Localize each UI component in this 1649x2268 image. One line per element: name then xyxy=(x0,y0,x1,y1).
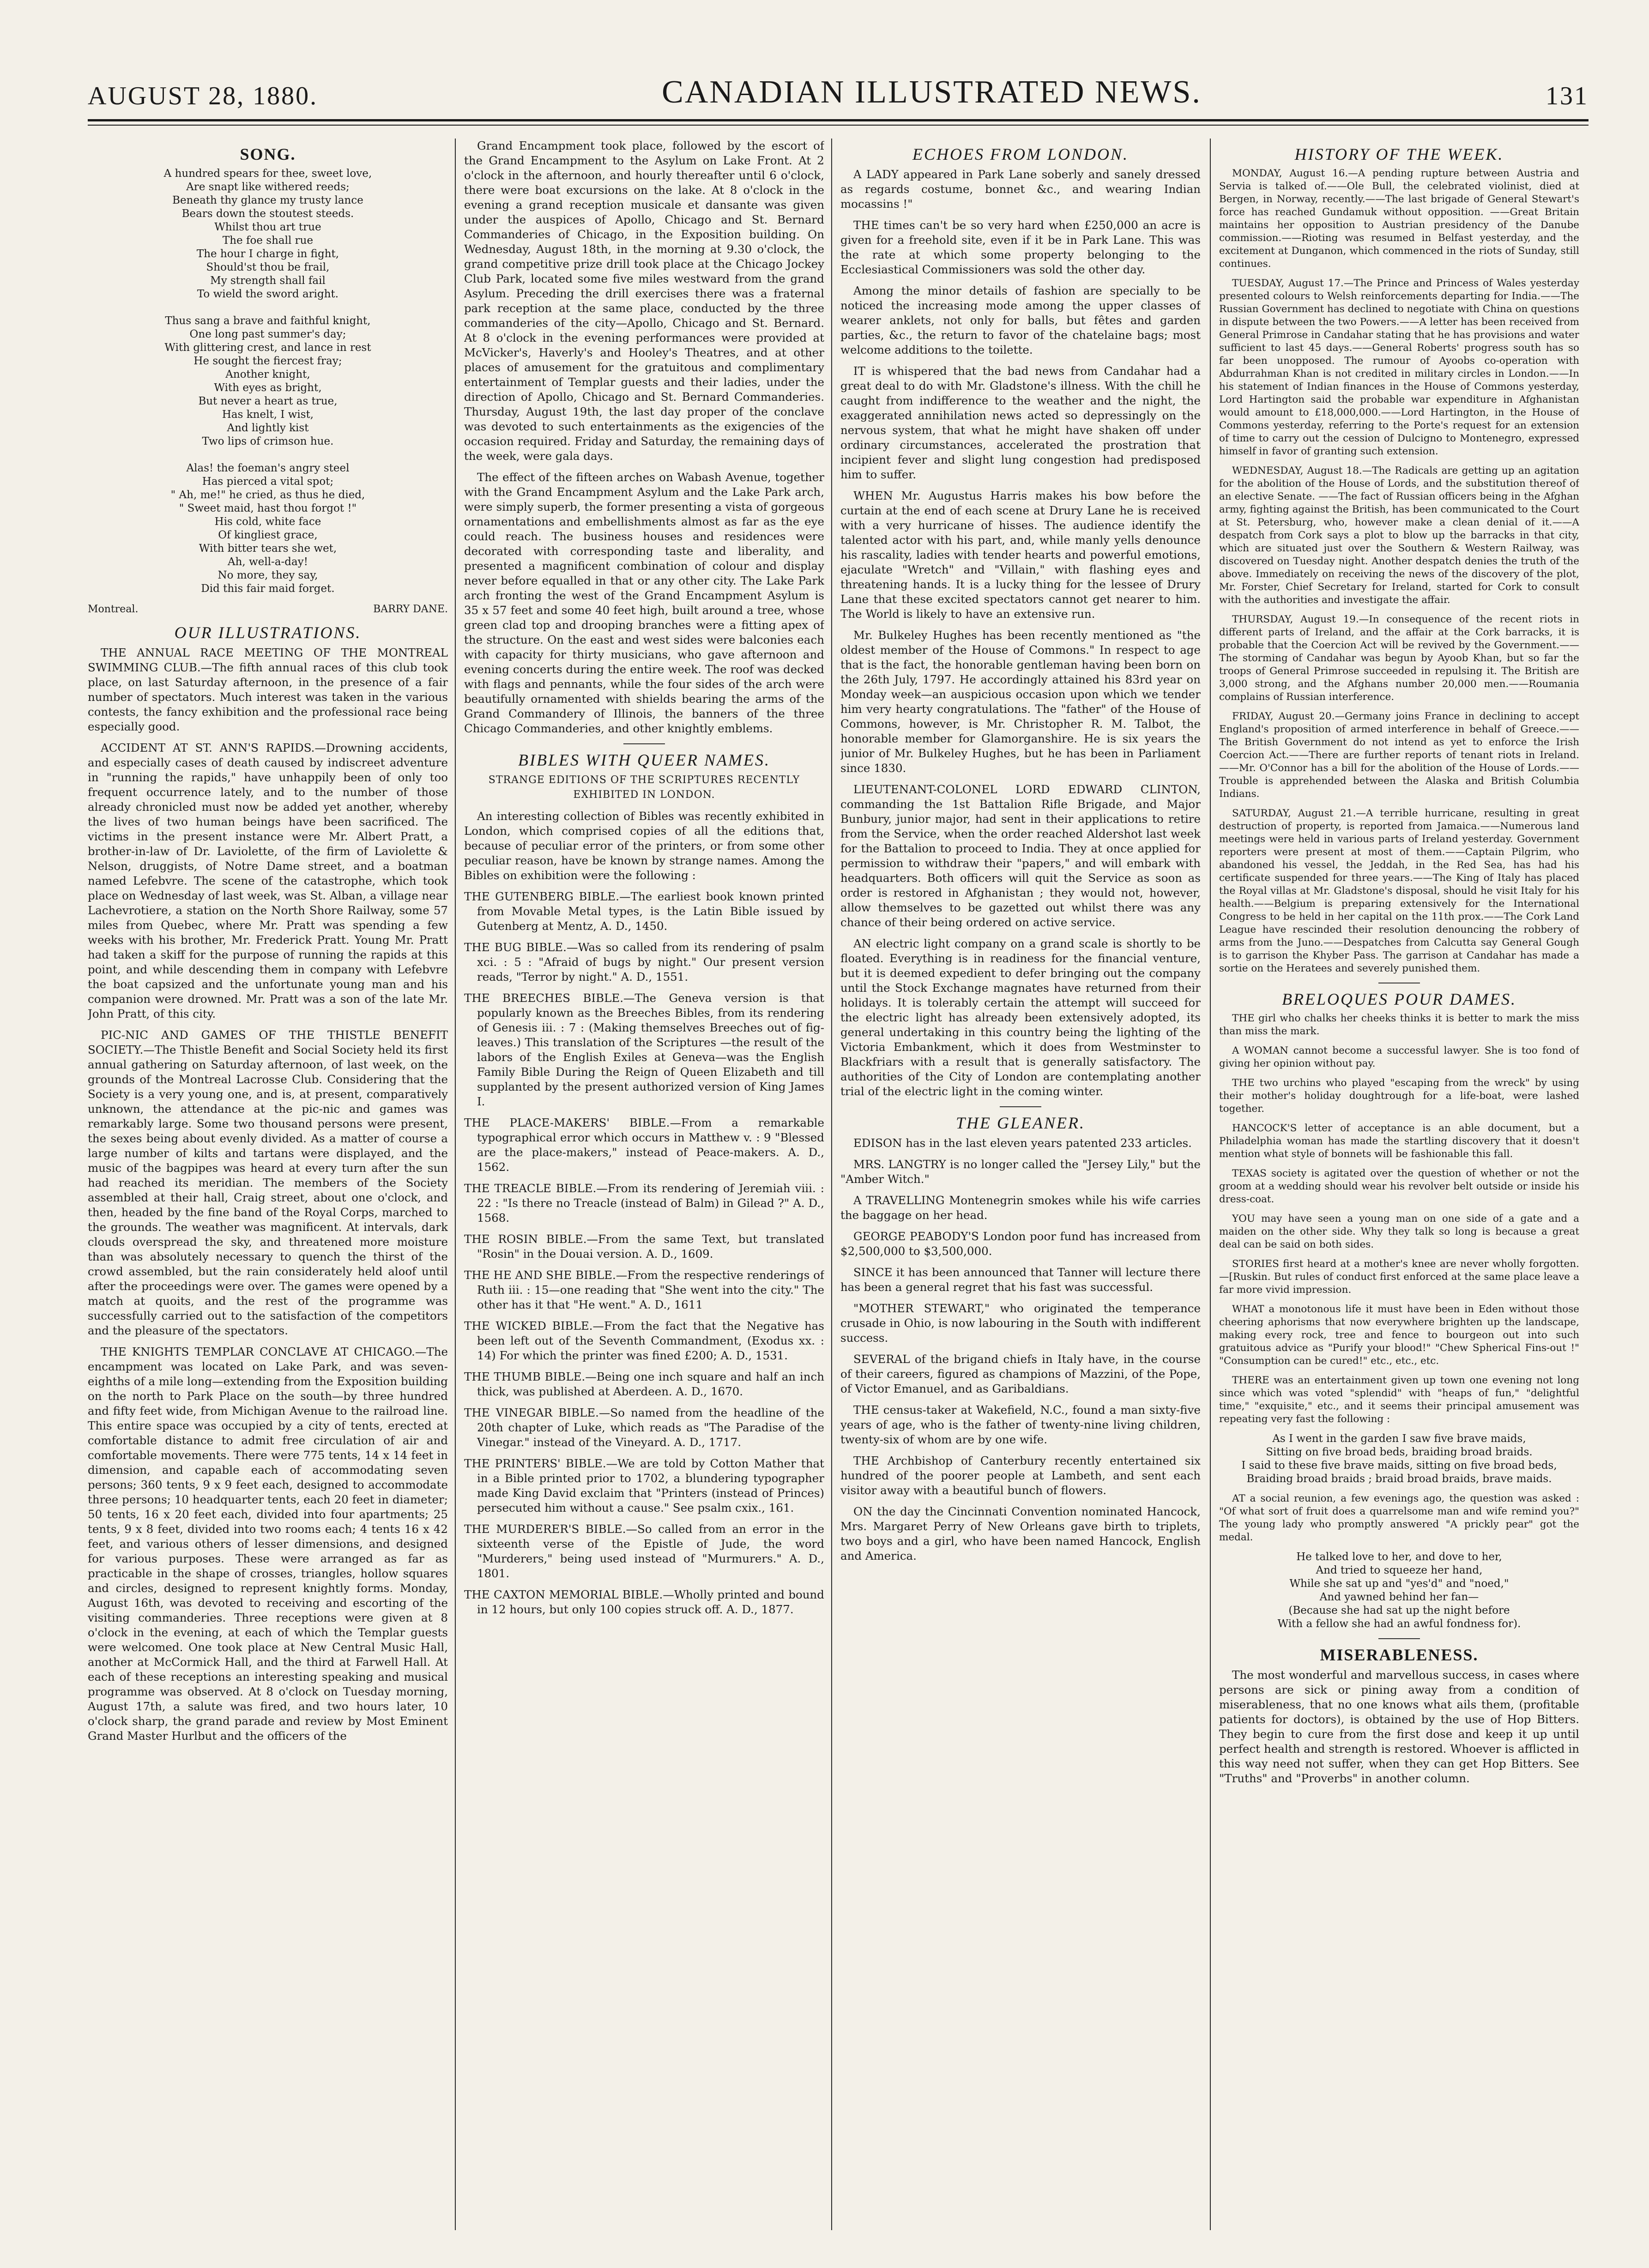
song-place: Montreal. xyxy=(88,603,139,615)
gleaner-item: THE Archbishop of Canterbury recently entertained six hundred of the poorer people at Lambeth, and sent each visitor away with a beautiful bunch of flowers. xyxy=(840,1454,1201,1497)
poem-line: Beneath thy glance my trusty lance xyxy=(172,194,363,206)
breloque-item: WHAT a monotonous life it must have been in Eden without those cheering aphorisms that now everywhere brighten up the landscape, making every rock, tree and fence to bourgeon out into such gratuitous advice as "Purify your blood!" "Chew Spherical Fins-out !" "Consumption can be cured!" etc., etc., etc. xyxy=(1219,1303,1579,1367)
bible-entry: THE HE AND SHE BIBLE.—From the respective renderings of Ruth iii. : 15—one reading that "She went into the city." The other has it that "He went." A. D., 1611 xyxy=(464,1268,824,1311)
bible-entry: THE WICKED BIBLE.—From the fact that the Negative has been left out of the Seventh Commandment, (Exodus xx. : 14) For which the printer was fined £200; A. D., 1531. xyxy=(464,1319,824,1362)
breloque-item: STORIES first heard at a mother's knee are never wholly forgotten.—[Ruskin. But rules of conduct first enforced at the same place leave a far more vivid impression. xyxy=(1219,1258,1579,1296)
breloque-item: THE two urchins who played "escaping from the wreck" by using their mother's holiday doughtrough for a life-boat, were lashed together. xyxy=(1219,1077,1579,1115)
poem-line: Another knight, xyxy=(225,368,310,380)
gleaner-item: MRS. LANGTRY is no longer called the "Jersey Lily," but the "Amber Witch." xyxy=(840,1158,1201,1186)
miserableness-text: The most wonderful and marvellous success, in cases where persons are sick or pining away from a condition of miserableness, that no one knows what ails them, (profitable patients for doctors), is obtained by the use of Hop Bitters. They begin to cure from the first dose and keep it up until perfect health and strength is restored. Whoever is afflicted in this way need not suffer, when they can get Hop Bitters. See "Truths" and "Proverbs" in another column. xyxy=(1219,1668,1579,1785)
header-rule xyxy=(88,119,1589,121)
verse xyxy=(1219,1432,1579,1486)
breloque-item: A WOMAN cannot become a successful lawyer. She is too fond of giving her opinion without pay. xyxy=(1219,1045,1579,1069)
gleaner-item: SEVERAL of the brigand chiefs in Italy have, in the course of their careers, figured as champions of Mazzini, of the Pope, of Victor Emanuel, and as Garibaldians. xyxy=(840,1352,1201,1395)
illustrations-heading: OUR ILLUSTRATIONS. xyxy=(174,623,362,642)
echo-item: IT is whispered that the bad news from Candahar had a great deal to do with Mr. Gladstone's illness. With the chill he caught from indifference to the weather and the night, the exaggerated annihilation news acted so depressingly on the nervous system, that what he might have shaken off under ordinary circumstances, accelerated the prostration that incipient fever and slight lung congestion had predisposed him to suffer. xyxy=(840,364,1201,481)
song-signature xyxy=(88,602,448,617)
history-entry: FRIDAY, August 20.—Germany joins France in declining to accept England's proposition of armed interference in behalf of Greece.——The British Government do not intend as yet to enforce the Irish Coercion Act.——There are further reports of tenant riots in Ireland.——Mr. O'Connor has a bill for the abolition of the House of Lords.——Trouble is apprehended between the Alaska and British Columbia Indians. xyxy=(1219,711,1579,800)
song-author: BARRY DANE. xyxy=(373,603,448,615)
bible-entry: THE GUTENBERG BIBLE.—The earliest book known printed from Movable Metal types, is the Latin Bible issued by Gutenberg at Mentz, A. D., 1450. xyxy=(464,890,824,933)
bible-entry: THE ROSIN BIBLE.—From the same Text, but translated "Rosin" in the Douai version. A. D., 1609. xyxy=(464,1232,824,1261)
breloque-item: AT a social reunion, a few evenings ago, the question was asked : "Of what sort of fruit does a quarrelsome man and wife remind you?" The young lady who promptly answered "A prickly pear" got the medal. xyxy=(1219,1493,1579,1543)
breloque-item: YOU may have seen a young man on one side of a gate and a maiden on the other side. Why they talk so long is because a great deal can be said on both sides. xyxy=(1219,1213,1579,1250)
poem-line: No more, they say, xyxy=(217,569,318,581)
column-1 xyxy=(88,139,448,2230)
column-divider xyxy=(455,139,456,2230)
miserableness-heading: MISERABLENESS. xyxy=(1320,1646,1479,1664)
poem-line: Alas! the foeman's angry steel xyxy=(186,462,350,474)
poem-line: Two lips of crimson hue. xyxy=(202,435,334,447)
breloque-item: THE girl who chalks her cheeks thinks it is better to mark the miss than miss the mark. xyxy=(1219,1013,1579,1037)
poem-line: And lightly kist xyxy=(227,422,309,434)
article-paragraph: THE KNIGHTS TEMPLAR CONCLAVE AT CHICAGO.—The encampment was located on Lake Park, and was seven-eighths of a mile long—extending from the Exposition building on the north to Park Place on the south—by three hundred and fifty feet wide, from Michigan Avenue to the railroad line. This entire space was occupied by a city of tents, erected at comfortable distance to admit free circulation of air and comfortable movements. There were 775 tents, 14 x 14 feet in dimension, and capable each of accommodating seven persons; 360 tents, 9 x 9 feet each, designed to accommodate three persons; 10 headquarter tents, each 20 feet in diameter; 50 tents, 16 x 20 feet each, divided into four apartments; 25 tents, 9 x 8 feet, divided into two rooms each; 4 tents 16 x 42 feet, and various others of lesser dimensions, and designed for various purposes. These were arranged as far as practicable in the shape of crosses, triangles, hollow squares and circles, designed to represent knightly forms. Monday, August 16th, was devoted to receiving and escorting of the visiting commanderies. Three receptions were given at 8 o'clock in the evening, at each of which the Templar guests were welcomed. One took place at New Central Music Hall, another at McCormick Hall, and the third at Farwell Hall. At each of these receptions an interesting speaking and musical programme was observed. At 8 o'clock on Tuesday morning, August 17th, a salute was fired, and two hours later, 10 o'clock sharp, the grand parade and review by Most Eminent Grand Master Hurlbut and the officers of the xyxy=(88,1345,448,1743)
echo-item: A LADY appeared in Park Lane soberly and sanely dressed as regards costume, bonnet &c., and wearing Indian mocassins !" xyxy=(840,168,1201,211)
conclave-continuation xyxy=(464,139,824,736)
poem-line: Has knelt, I wist, xyxy=(222,409,314,421)
verse-line: While she sat up and "yes'd" and "noed," xyxy=(1289,1578,1509,1590)
gleaner-body xyxy=(840,1136,1201,1563)
article-paragraph: Grand Encampment took place, followed by the escort of the Grand Encampment to the Asylum on Lake Front. At 2 o'clock in the afternoon, and hourly thereafter until 6 o'clock, there were boat excursions on the lake. At 8 o'clock in the evening a grand reception musicale et dansante was given under the auspices of Apollo, Chicago and St. Bernard Commanderies of Chicago, in the Exposition building. On Wednesday, August 18th, in the morning at 9.30 o'clock, the grand competitive prize drill took place at the Chicago Jockey Club Park, located some five miles westward from the grand Asylum. Preceding the drill exercises there was a fraternal park reception at the same place, conducted by the three commanderies of the city—Apollo, Chicago and St. Bernard. At 8 o'clock in the evening performances were provided at McVicker's, Haverly's and Hooley's Theatres, and at other places of amusement for the gratuitous and complimentary entertainment of Templar guests and their ladies, under the direction of Apollo, Chicago and St. Bernard Commanderies. Thursday, August 19th, the last day proper of the conclave was devoted to such entertainments as the exigencies of the occasion required. Friday and Saturday, the remaining days of the week, were gala days. xyxy=(464,139,824,463)
song-title: SONG. xyxy=(240,145,296,163)
echoes-body xyxy=(840,167,1201,1099)
echo-item: THE times can't be so very hard when £250,000 an acre is given for a freehold site, even if it be in Park Lane. This was the rate at which some property belonging to the Ecclesiastical Commissioners was sold the other day. xyxy=(840,218,1201,276)
article-paragraph: THE ANNUAL RACE MEETING OF THE MONTREAL SWIMMING CLUB.—The fifth annual races of this club took place, on last Saturday afternoon, in the presence of a fair number of spectators. Much interest was taken in the various contests, the fancy exhibition and the professional race being especially good. xyxy=(88,646,448,733)
verse-line: And tried to squeeze her hand, xyxy=(1316,1564,1483,1576)
bible-entry: THE CAXTON MEMORIAL BIBLE.—Wholly printed and bound in 12 hours, but only 100 copies struck off. A. D., 1877. xyxy=(464,1588,824,1616)
section-rule xyxy=(1378,1638,1420,1639)
header-rule-thin xyxy=(88,125,1589,126)
verse xyxy=(1219,1550,1579,1631)
history-heading: HISTORY OF THE WEEK. xyxy=(1294,145,1504,163)
poem-line: Whilst thou art true xyxy=(214,221,321,233)
bibles-heading: BIBLES WITH QUEER NAMES. xyxy=(518,751,770,769)
bible-entry: THE THUMB BIBLE.—Being one inch square and half an inch thick, was published at Aberdeen. A. D., 1670. xyxy=(464,1370,824,1398)
issue-date: AUGUST 28, 1880. xyxy=(88,82,318,110)
verse-line: And yawned behind her fan— xyxy=(1319,1591,1479,1603)
gleaner-item: EDISON has in the last eleven years patented 233 articles. xyxy=(853,1136,1192,1150)
bible-entry: THE PLACE-MAKERS' BIBLE.—From a remarkable typographical error which occurs in Matthew v. : 9 "Blessed are the place-makers," instead of Peace-makers. A. D., 1562. xyxy=(464,1116,824,1174)
verse-line: Braiding broad braids ; braid broad braids, brave maids. xyxy=(1246,1473,1552,1485)
poem-line: " Sweet maid, hast thou forgot !" xyxy=(179,502,357,514)
gleaner-item: GEORGE PEABODY'S London poor fund has increased from $2,500,000 to $3,500,000. xyxy=(840,1230,1201,1258)
verse-line: (Because she had sat up the night before xyxy=(1288,1604,1510,1617)
poem-line: His cold, white face xyxy=(214,516,321,528)
bibles-intro: An interesting collection of Bibles was recently exhibited in London, which comprised copies of all the editions that, because of peculiar error of the printers, or from some other peculiar reason, have be known by strange names. Among the Bibles on exhibition were the following : xyxy=(464,809,824,882)
gleaner-item: "MOTHER STEWART," who originated the temperance crusade in Ohio, is now labouring in the South with indifferent success. xyxy=(840,1302,1201,1345)
verse-line: As I went in the garden I saw five brave maids, xyxy=(1272,1433,1526,1445)
verse-line: With a fellow she had an awful fondness for). xyxy=(1277,1618,1521,1630)
bible-entry: THE VINEGAR BIBLE.—So named from the headline of the 20th chapter of Luke, which reads as "The Paradise of the Vinegar." instead of the Vineyard. A. D., 1717. xyxy=(464,1406,824,1449)
poem-line: My strength shall fail xyxy=(210,275,326,287)
breloque-item: HANCOCK'S letter of acceptance is an able document, but a Philadelphia woman has made the startling discovery that it doesn't mention what style of bonnets will be fashionable this fall. xyxy=(1219,1122,1579,1160)
verse-line: I said to these five brave maids, sitting on five broad beds, xyxy=(1241,1460,1557,1472)
column-divider xyxy=(831,139,832,2230)
poem-line: To wield the sword aright. xyxy=(197,288,339,300)
gleaner-heading: THE GLEANER. xyxy=(955,1114,1085,1132)
poem-line: Did this fair maid forget. xyxy=(201,583,335,595)
section-rule xyxy=(1000,1106,1041,1107)
poem-line: The foe shall rue xyxy=(222,235,314,247)
column-4 xyxy=(1219,139,1579,2230)
poem-line: Thus sang a brave and faithful knight, xyxy=(165,315,371,327)
poem-line: Ah, well-a-day! xyxy=(228,556,308,568)
breloque-item: TEXAS society is agitated over the question of whether or not the groom at a wedding should wear his revolver belt outside or inside his dress-coat. xyxy=(1219,1168,1579,1205)
poem-line: A hundred spears for thee, sweet love, xyxy=(163,168,372,180)
bible-entry: THE TREACLE BIBLE.—From its rendering of Jeremiah viii. : 22 : "Is there no Treacle (instead of Balm) in Gilead ?" A. D., 1568. xyxy=(464,1182,824,1224)
masthead xyxy=(88,69,1589,111)
breloque-item: THERE was an entertainment given up town one evening not long since which was voted "splendid" with "heaps of fun," "delightful time," "exquisite," etc., and it seems their principal amusement was repeating very fast the following : xyxy=(1219,1375,1579,1425)
echo-item: Mr. Bulkeley Hughes has been recently mentioned as "the oldest member of the House of Commons." In respect to age that is the fact, the honorable gentleman having been born on the 26th July, 1797. He accordingly attained his 83rd year on Monday week—an auspicious occasion upon which we tender him very hearty congratulations. The "father" of the House of Commons, however, is Mr. Christopher R. M. Talbot, the honorable member for Glamorganshire. He is six years the junior of Mr. Bulkeley Hughes, but he has been in Parliament since 1830. xyxy=(840,628,1201,775)
history-entry: MONDAY, August 16.—A pending rupture between Austria and Servia is talked of.——Ole Bull, the celebrated violinist, died at Bergen, in Norway, recently.——The last brigade of General Stewart's force has reached Gundamuk without opposition. ——Great Britain maintains her opposition to Austrian presidency of the Danube commission.——Rioting was resumed in Belfast yesterday, and the excitement at Dunganon, which commenced in the riots of Sunday, still continues. xyxy=(1219,168,1579,270)
poem-line xyxy=(88,301,448,314)
breloques-heading: BRELOQUES POUR DAMES. xyxy=(1282,990,1516,1008)
echo-item: Among the minor details of fashion are specially to be noticed the increasing mode among the upper classes of wearer anklets, not only for balls, but fêtes and garden parties, &c., the return to favor of the chatelaine bags; most welcome additions to the toilette. xyxy=(840,284,1201,356)
echo-item: AN electric light company on a grand scale is shortly to be floated. Everything is in readiness for the financial venture, but it is deemed expedient to defer bringing out the company until the Stock Exchange magnates have returned from their holidays. It is tolerably certain the attempt will succeed for the electric light has already been extensively adopted, its general undertaking in this country being the lighting of the Victoria Embankment, which it does from Westminster to Blackfriars with a result that is generally satisfactory. The authorities of the City of London are contemplating another trial of the electric light in the coming winter. xyxy=(840,937,1201,1098)
gleaner-item: SINCE it has been announced that Tanner will lecture there has been a general regret that his fast was successful. xyxy=(840,1266,1201,1294)
poem-line: " Ah, me!" he cried, as thus he died, xyxy=(170,489,365,501)
poem-line: With eyes as bright, xyxy=(214,382,322,394)
paper-title: CANADIAN ILLUSTRATED NEWS. xyxy=(662,74,1202,110)
gleaner-item: ON the day the Cincinnati Convention nominated Hancock, Mrs. Margaret Perry of New Orleans gave birth to triplets, two boys and a girl, who have been named Hancock, English and America. xyxy=(840,1505,1201,1562)
history-entry: WEDNESDAY, August 18.—The Radicals are getting up an agitation for the abolition of the House of Lords, and the substitution thereof of an elective Senate. ——The fact of Russian officers being in the Afghan army, fighting against the British, has been communicated to the Court at St. Petersburg, who, however make a clean denial of it.——A despatch from Cork says a plot to blow up the barracks in that city, which are situated just over the Southern & Western Railway, was discovered on Tuesday night. Another despatch denies the truth of the above. Immediately on receiving the news of the discovery of the plot, Mr. Forster, Chief Secretary for Ireland, started for Cork to consult with the authorities and investigate the affair. xyxy=(1219,465,1579,606)
bible-entry: THE MURDERER'S BIBLE.—So called from an error in the sixteenth verse of the Epistle of Jude, the word "Murderers," being used instead of "Murmurers." A. D., 1801. xyxy=(464,1522,824,1580)
history-entry: SATURDAY, August 21.—A terrible hurricane, resulting in great destruction of property, is reported from Jamaica.——Numerous land meetings were held in various parts of Ireland yesterday. Government reporters were present at most of them.——Captain Pilgrim, who abandoned his vessel, the Jeddah, in the Red Sea, has had his certificate suspended for three years.——The King of Italy has placed the Royal villas at Mr. Gladstone's disposal, should he visit Italy for his health.——Belgium is preparing extensively for the International Congress to be held in her capital on the 11th prox.——The Cork Land League have rescinded their resolution denouncing the robbery of arms from the Juno.——Despatches from Calcutta say General Gough is to garrison the Khyber Pass. The garrison at Candahar has made a sortie on the Heratees and severely punished them. xyxy=(1219,808,1579,974)
illustrations-body xyxy=(88,645,448,1743)
gleaner-item: A TRAVELLING Montenegrin smokes while his wife carries the baggage on her head. xyxy=(840,1194,1201,1222)
poem-line: Has pierced a vital spot; xyxy=(202,476,334,488)
section-rule xyxy=(623,743,665,744)
poem-line: One long past summer's day; xyxy=(189,328,346,340)
history-body xyxy=(1219,167,1579,975)
poem-line: Should'st thou be frail, xyxy=(206,261,330,273)
song-poem xyxy=(88,167,448,596)
bible-entry: THE BUG BIBLE.—Was so called from its rendering of psalm xci. : 5 : "Afraid of bugs by night." Our present version reads, "Terror by night." A. D., 1551. xyxy=(464,941,824,983)
poem-line: Of kingliest grace, xyxy=(218,529,318,541)
gleaner-item: THE census-taker at Wakefield, N.C., found a man sixty-five years of age, who is the father of twenty-nine living children, twenty-six of whom are by one wife. xyxy=(840,1403,1201,1446)
verse-line: Sitting on five broad beds, braiding broad braids. xyxy=(1266,1446,1533,1458)
article-paragraph: PIC-NIC AND GAMES OF THE THISTLE BENEFIT SOCIETY.—The Thistle Benefit and Social Society held its first annual gathering on Saturday afternoon, of last week, on the grounds of the Montreal Lacrosse Club. Considering that the Society is a very young one, and is, at present, comparatively unknown, the attendance at the pic-nic and games was remarkably large. Some two thousand persons were present, the sexes being about evenly divided. As a matter of course a large number of kilts and tartans were displayed, and the music of the bagpipes was heard at every turn after the sun had reached its meridian. The members of the Society assembled at their hall, Craig street, about one o'clock, and then, headed by the fine band of the Royal Corps, marched to the grounds. The weather was magnificent. At intervals, dark clouds overspread the sky, and threatened more moisture than was absolutely necessary to quench the thirst of the crowd assembled, but the rain considerately held aloof until after the proceedings were over. The games were opened by a match at quoits, and the rest of the programme was successfully carried out to the satisfaction of the competitors and the pleasure of the spectators. xyxy=(88,1028,448,1337)
bible-entry: THE PRINTERS' BIBLE.—We are told by Cotton Mather that in a Bible printed prior to 1702, a blundering typographer made King David exclaim that "Printers (instead of Princes) persecuted him without a cause." See psalm cxix., 161. xyxy=(464,1457,824,1514)
poem-line: But never a heart as true, xyxy=(198,395,338,407)
verse-line: He talked love to her, and dove to her, xyxy=(1296,1551,1502,1563)
poem-line: With glittering crest, and lance in rest xyxy=(164,342,371,354)
echo-item: LIEUTENANT-COLONEL LORD EDWARD CLINTON, commanding the 1st Battalion Rifle Brigade, and Major Bunbury, junior major, had sent in their applications to retire from the Service, when the order reached Aldershot last week for the Battalion to proceed to India. They at once applied for permission to withdraw their "papers," and will embark with headquarters. Both officers will quit the Service as soon as order is restored in Afghanistan ; they would not, however, allow themselves to be gazetted out whilst there was any chance of their being ordered on active service. xyxy=(840,783,1201,929)
column-3 xyxy=(840,139,1201,2230)
article-paragraph: The effect of the fifteen arches on Wabash Avenue, together with the Grand Encampment Asylum and the Lake Park arch, were simply superb, the former presenting a vista of gorgeous ornamentations and embellishments almost as far as the eye could reach. The business houses and residences were decorated with corresponding taste and liberality, and presented a magnificent combination of colour and display never before equalled in that or any other city. The Lake Park arch fronting the west of the Grand Encampment Asylum is 35 x 57 feet and some 40 feet high, built around a tree, whose green clad top and drooping branches were a fitting apex of the structure. On the east and west sides were balconies each with capacity for thirty musicians, who gave afternoon and evening concerts during the entire week. The roof was decked with flags and pennants, while the four sides of the arch were beautifully ornamented with shields bearing the arms of the Grand Commandery of Illinois, the banners of the three Chicago Commanderies, and other knightly emblems. xyxy=(464,470,824,735)
column-2 xyxy=(464,139,824,2230)
poem-line: The hour I charge in fight, xyxy=(196,248,339,260)
bibles-list xyxy=(464,889,824,1617)
column-divider xyxy=(1210,139,1211,2230)
poem-line xyxy=(88,448,448,462)
article-paragraph: ACCIDENT AT ST. ANN'S RAPIDS.—Drowning accidents, and especially cases of death caused by indiscreet adventure in "running the rapids," have unhappily been of only too frequent occurrence lately, and to the number of those already chronicled must now be added yet another, whereby the lives of two human beings have been sacrificed. The victims in the present instance were Mr. Albert Pratt, a brother-in-law of Dr. Laviolette, of the firm of Laviolette & Nelson, druggists, of Notre Dame street, and a boatman named Lefebvre. The scene of the catastrophe, which took place on Wednesday of last week, was St. Alban, a village near Lachevrotiere, a station on the North Shore Railway, some 57 miles from Quebec, where Mr. Pratt was spending a few weeks with his brother, Mr. Frederick Pratt. Young Mr. Pratt had taken a skiff for the purpose of running the rapids at this point, and while descending them in company with Lefebvre the boat capsized and the unfortunate young man and his companion were drowned. Mr. Pratt was a son of the late Mr. John Pratt, of this city. xyxy=(88,741,448,1020)
echoes-heading: ECHOES FROM LONDON. xyxy=(912,145,1129,163)
poem-line: With bitter tears she wet, xyxy=(199,543,337,555)
poem-line: Bears down the stoutest steeds. xyxy=(181,208,354,220)
breloques-body xyxy=(1219,1012,1579,1631)
bible-entry: THE BREECHES BIBLE.—The Geneva version is that popularly known as the Breeches Bibles, from its rendering of Genesis iii. : 7 : (Making themselves Breeches out of fig-leaves.) This translation of the Scriptures —the result of the labors of the English Exiles at Geneva—was the English Family Bible During the Reign of Queen Elizabeth and till supplanted by the present authorized version of King James I. xyxy=(464,991,824,1108)
bibles-subheading: STRANGE EDITIONS OF THE SCRIPTURES RECENTLY EXHIBITED IN LONDON. xyxy=(488,774,800,801)
poem-line: He sought the fiercest fray; xyxy=(193,355,342,367)
history-entry: TUESDAY, August 17.—The Prince and Princess of Wales yesterday presented colours to Welsh reinforcements departing for India.——The Russian Government has declined to negotiate with China on questions in dispute between the two Powers.——A letter has been received from General Primrose in Candahar stating that he has provisions and water sufficient to last 45 days.——General Roberts' progress south has so far been unopposed. The rumour of Ayoobs co-operation with Abdurrahman Khan is not credited in military circles in London.——In his statement of Indian finances in the House of Commons yesterday, Lord Hartington said the probable war expenditure in Afghanistan would amount to £18,000,000.——Lord Hartington, in the House of Commons yesterday, referring to the Porte's request for an extension of time to carry out the cession of Dulcigno to Montenegro, expressed himself in favor of granting such extension. xyxy=(1219,277,1579,457)
poem-line: Are snapt like withered reeds; xyxy=(186,181,350,193)
history-entry: THURSDAY, August 19.—In consequence of the recent riots in different parts of Ireland, and the affair at the Cork barracks, it is probable that the Coercion Act will be revived by the Government.——The storming of Candahar was begun by Ayoob Khan, but so far the troops of General Primrose succeeded in repulsing it. The British are 3,000 strong, and the Afghans number 20,000 men.——Roumania complains of Russian interference. xyxy=(1219,614,1579,703)
echo-item: WHEN Mr. Augustus Harris makes his bow before the curtain at the end of each scene at Drury Lane he is received with a very hurricane of hisses. The audience identify the talented actor with his part, and, while manly yells denounce his rascality, ladies with tender hearts and powerful emotions, ejaculate "Wretch" and "Villain," with flashing eyes and threatening hands. It is a lucky thing for the lessee of Drury Lane that these excited spectators cannot get nearer to him. The World is likely to have an extensive run. xyxy=(840,489,1201,621)
page-number: 131 xyxy=(1545,82,1589,110)
